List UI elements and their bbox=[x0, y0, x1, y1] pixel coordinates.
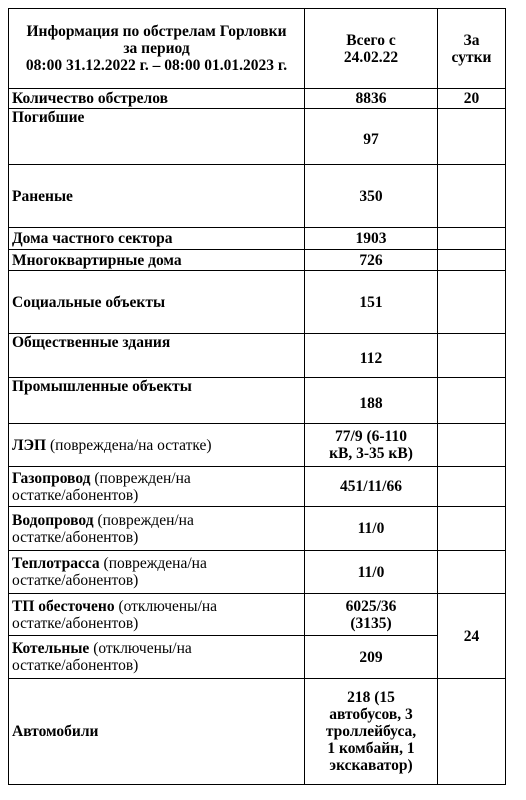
row-day bbox=[438, 250, 506, 271]
row-total-line: троллейбуса, bbox=[325, 723, 417, 740]
row-label-text: ТП обесточено bbox=[12, 597, 115, 615]
row-day: 20 bbox=[438, 89, 506, 109]
row-label-text: Автомобили bbox=[12, 723, 99, 740]
row-label-text: Котельные bbox=[12, 640, 90, 657]
row-label bbox=[9, 424, 305, 467]
row-total-line: автобусов, 3 bbox=[329, 706, 413, 723]
row-note: остатке/абонентов) bbox=[12, 657, 139, 674]
row-total: 726 bbox=[305, 250, 438, 271]
row-day bbox=[438, 467, 506, 507]
row-total: 188 bbox=[305, 378, 438, 424]
row-label bbox=[9, 551, 305, 594]
row-note: остатке/абонентов) bbox=[12, 528, 139, 546]
row-note: (поврежден/на bbox=[94, 469, 191, 487]
row-day bbox=[438, 165, 506, 228]
table-row bbox=[9, 228, 506, 250]
row-total: 11/0 bbox=[305, 551, 438, 594]
row-label bbox=[9, 594, 305, 636]
row-total: 350 bbox=[305, 165, 438, 228]
table-row bbox=[9, 551, 506, 594]
row-note: (поврежден/на bbox=[97, 511, 194, 529]
row-total: 8836 bbox=[305, 89, 438, 109]
row-label-text: Погибшие bbox=[12, 109, 85, 126]
row-note: (повреждена/на bbox=[103, 555, 207, 572]
table-row bbox=[9, 250, 506, 271]
table-row bbox=[9, 507, 506, 551]
row-day bbox=[438, 109, 506, 165]
row-total: 11/0 bbox=[305, 507, 438, 551]
row-day bbox=[438, 378, 506, 424]
row-note: остатке/абонентов) bbox=[12, 614, 139, 632]
row-label-text: Социальные объекты bbox=[12, 293, 166, 311]
row-label-text: Раненые bbox=[12, 187, 73, 205]
row-total-line: 6025/36 bbox=[345, 597, 397, 615]
shelling-report bbox=[8, 8, 505, 785]
header-title-line2: за период bbox=[123, 40, 190, 57]
row-label bbox=[9, 165, 305, 228]
row-total bbox=[305, 424, 438, 467]
row-total bbox=[305, 679, 438, 785]
row-day bbox=[438, 424, 506, 467]
row-total-line: 1 комбайн, 1 bbox=[327, 740, 415, 757]
row-label-text: Теплотрасса bbox=[12, 555, 100, 572]
row-label-text: Дома частного сектора bbox=[12, 230, 173, 247]
table-row bbox=[9, 679, 506, 785]
row-total-line: 77/9 (6-110 bbox=[335, 428, 407, 445]
table-row bbox=[9, 636, 506, 679]
row-label bbox=[9, 271, 305, 334]
table-row bbox=[9, 109, 506, 165]
row-label bbox=[9, 467, 305, 507]
row-label bbox=[9, 334, 305, 378]
row-label bbox=[9, 378, 305, 424]
row-total-line: (3135) bbox=[350, 614, 392, 632]
row-label bbox=[9, 636, 305, 679]
table-row bbox=[9, 467, 506, 507]
shelling-report-table bbox=[8, 8, 506, 785]
row-note: остатке/абонентов) bbox=[12, 486, 139, 504]
row-total: 451/11/66 bbox=[305, 467, 438, 507]
header-title-line3: 08:00 31.12.2022 г. – 08:00 01.01.2023 г. bbox=[25, 57, 288, 74]
table-row bbox=[9, 271, 506, 334]
row-label-text: Газопровод bbox=[12, 469, 91, 487]
row-label-text: Водопровод bbox=[12, 511, 94, 529]
header-title-line1: Информация по обстрелам Горловки bbox=[26, 23, 287, 40]
row-total: 1903 bbox=[305, 228, 438, 250]
row-day: 24 bbox=[438, 594, 506, 679]
row-label-text: Количество обстрелов bbox=[12, 90, 168, 107]
table-row bbox=[9, 378, 506, 424]
row-day bbox=[438, 679, 506, 785]
table-row bbox=[9, 89, 506, 109]
row-label bbox=[9, 89, 305, 109]
row-total bbox=[305, 594, 438, 636]
row-label-text: Промышленные объекты bbox=[12, 378, 192, 395]
row-total: 209 bbox=[305, 636, 438, 679]
table-row bbox=[9, 594, 506, 636]
row-day bbox=[438, 551, 506, 594]
header-total-cell bbox=[305, 9, 438, 89]
table-row bbox=[9, 424, 506, 467]
header-title-cell bbox=[9, 9, 305, 89]
row-note: (повреждена/на остатке) bbox=[50, 436, 212, 454]
header-day-line2: сутки bbox=[451, 48, 492, 66]
row-label bbox=[9, 109, 305, 165]
row-total: 97 bbox=[305, 109, 438, 165]
row-label-text: Общественные здания bbox=[12, 334, 171, 351]
row-label bbox=[9, 679, 305, 785]
row-note: (отключены/на bbox=[118, 597, 218, 615]
table-row bbox=[9, 165, 506, 228]
header-day-line1: За bbox=[463, 31, 480, 49]
row-day bbox=[438, 271, 506, 334]
row-note: остатке/абонентов) bbox=[12, 572, 139, 589]
row-note: (отключены/на bbox=[93, 640, 192, 657]
row-label-text: Многоквартирные дома bbox=[12, 251, 182, 269]
row-day bbox=[438, 334, 506, 378]
row-total-line: 218 (15 bbox=[347, 689, 395, 706]
row-label-text: ЛЭП bbox=[12, 436, 47, 454]
row-label bbox=[9, 507, 305, 551]
row-label bbox=[9, 228, 305, 250]
table-row bbox=[9, 334, 506, 378]
header-day-cell bbox=[438, 9, 506, 89]
row-total-line: экскаватор) bbox=[329, 757, 413, 774]
row-total: 112 bbox=[305, 334, 438, 378]
table-header-row bbox=[9, 9, 506, 89]
header-total-line1: Всего с bbox=[346, 31, 396, 49]
row-total-line: кВ, 3-35 кВ) bbox=[329, 445, 413, 462]
row-total: 151 bbox=[305, 271, 438, 334]
header-total-line2: 24.02.22 bbox=[343, 48, 399, 66]
row-label bbox=[9, 250, 305, 271]
row-day bbox=[438, 507, 506, 551]
row-day bbox=[438, 228, 506, 250]
